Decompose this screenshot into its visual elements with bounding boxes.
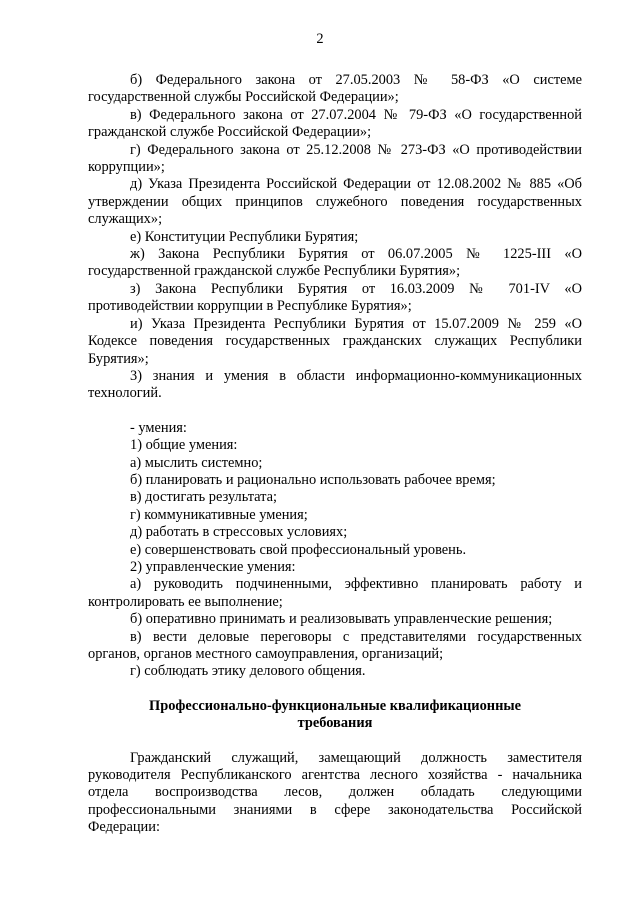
spacer	[88, 403, 582, 420]
list-item: д) работать в стрессовых условиях;	[130, 524, 348, 541]
spacer	[88, 681, 582, 698]
general-skills-heading: 1) общие умения:	[130, 437, 238, 454]
list-item: б) Федерального закона от 27.05.2003 № 58-ФЗ «О системе государственной службы Российской Федерации»;	[88, 72, 582, 106]
list-item: г) соблюдать этику делового общения.	[130, 663, 366, 680]
list-item: з) Закона Республики Бурятия от 16.03.2009 № 701-IV «О противодействии коррупции в Республике Бурятия»;	[88, 280, 582, 315]
list-item: б) планировать и рационально использовать рабочее время;	[130, 471, 496, 488]
list-item: 3) знания и умения в области информационно-коммуникационных технологий.	[88, 367, 582, 402]
list-item: д) Указа Президента Российской Федерации от 12.08.2002 № 885 «Об утверждении общих принципов служебного поведения государственных служащих»;	[88, 176, 582, 228]
list-item: в) вести деловые переговоры с представителями государственных органов, органов местного самоуправления, организаций;	[88, 628, 582, 662]
skills-intro: - умения:	[130, 419, 187, 436]
list-item: е) Конституции Республики Бурятия;	[130, 228, 359, 245]
list-item: ж) Закона Республики Бурятия от 06.07.2005 № 1225-III «О государственной гражданской службе Республики Бурятия»;	[88, 246, 582, 280]
managerial-skills-list	[88, 576, 582, 680]
list-item: б) оперативно принимать и реализовывать управленческие решения;	[130, 611, 553, 628]
list-item: и) Указа Президента Республики Бурятия от 15.07.2009 № 259 «О Кодексе поведения государственных гражданских служащих Республики Бурятия»;	[88, 315, 582, 367]
list-item: г) коммуникативные умения;	[130, 506, 308, 523]
general-skills-list	[88, 455, 582, 559]
list-item: е) совершенствовать свой профессиональный уровень.	[130, 541, 467, 558]
list-item: а) руководить подчиненными, эффективно планировать работу и контролировать ее выполнение;	[88, 576, 582, 610]
section-heading-line: Профессионально-функциональные квалификационные	[149, 697, 521, 714]
list-item: в) Федерального закона от 27.07.2004 № 79-ФЗ «О государственной гражданской службе Российской Федерации»;	[88, 106, 582, 141]
page-number: 2	[316, 31, 324, 47]
list-item: в) достигать результата;	[130, 489, 278, 506]
document-body	[88, 72, 582, 837]
managerial-skills-heading: 2) управленческие умения:	[130, 558, 296, 575]
law-list	[88, 72, 582, 403]
list-item: а) мыслить системно;	[130, 454, 263, 471]
list-item: г) Федерального закона от 25.12.2008 № 273-ФЗ «О противодействии коррупции»;	[88, 141, 582, 176]
closing-paragraph: Гражданский служащий, замещающий должность заместителя руководителя Республиканского агентства лесного хозяйства - начальника отдела воспроизводства лесов, должен обладать следующими профессиональными знаниями в сфере законодательства Российской Федерации:	[88, 749, 582, 836]
spacer	[88, 733, 582, 750]
section-heading-line: требования	[297, 715, 373, 732]
section-heading	[88, 698, 582, 733]
